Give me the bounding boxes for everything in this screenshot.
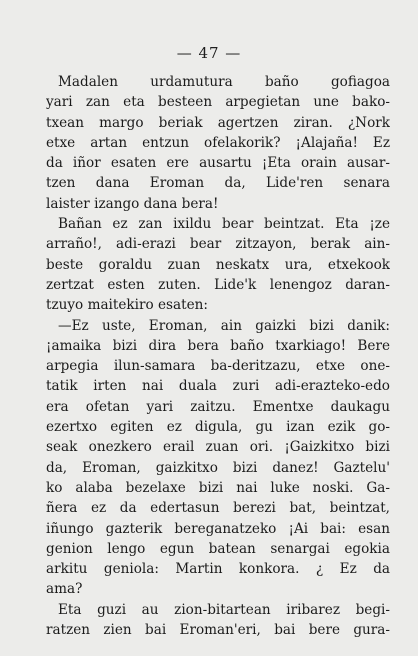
text-line: arpegia ilun-samara ba-deritzazu, etxe one- [46,358,390,375]
text-line: laister izango dana bera! [46,195,219,212]
body-text [46,72,390,640]
text-line: ezertxo egiten ez digula, gu izan ezik go- [46,419,390,436]
text-line: iñungo gazterik bereganatzeko ¡Ai bai: esan [46,520,390,537]
text-line: tzen dana Eroman da, Lide'ren senara [46,175,390,192]
text-line: era ofetan yari zaitzu. Ementxe daukagu [46,398,390,415]
text-line: seak onezkero erail zuan ori. ¡Gaizkitxo bizi [46,439,390,456]
text-line: tzuyo maitekiro esaten: [46,297,208,314]
text-line: beste goraldu zuan neskatx ura, etxekook [46,256,390,273]
page-number: — 47 — [176,44,242,62]
text-line: ko alaba bezelaxe bizi nai luke noski. Ga- [46,479,390,496]
text-line: ¡amaika bizi dira bera baño txarkiago! Bere [46,337,390,354]
text-line: da, Eroman, gaizkitxo bizi danez! Gaztelu' [46,459,390,476]
text-line: genion lengo egun batean senargai egokia [46,540,390,557]
text-line: Bañan ez zan ixildu bear beintzat. Eta ¡ze [58,216,390,233]
text-line: ratzen zien bai Eroman'eri, bai bere gura- [46,622,390,639]
text-line: etxe artan entzun ofelakorik? ¡Alajaña! Ez [46,134,390,151]
text-line: txean margo beriak agertzen ziran. ¿Nork [46,114,390,131]
text-line: yari zan eta besteen arpegietan une bako- [46,94,390,111]
text-line: —Ez uste, Eroman, ain gaizki bizi danik: [58,317,390,334]
text-line: zertzat esten zuten. Lide'k lenengoz daran- [46,276,390,293]
text-line: ama? [46,581,83,598]
text-line: ñera ez da edertasun berezi bat, beintzat, [46,500,390,517]
text-line: arraño!, adi-erazi bear zitzayon, berak ain- [46,236,390,253]
text-line: arkitu geniola: Martin konkora. ¿ Ez da [46,561,390,578]
text-line: tatik irten nai duala zuri adi-erazteko-edo [46,378,390,395]
text-line: Madalen urdamutura baño gofiagoa [58,74,390,90]
text-line: Eta guzi au zion-bitartean iribarez begi- [58,601,390,618]
text-line: da iñor esaten ere ausartu ¡Eta orain ausar- [46,155,390,172]
